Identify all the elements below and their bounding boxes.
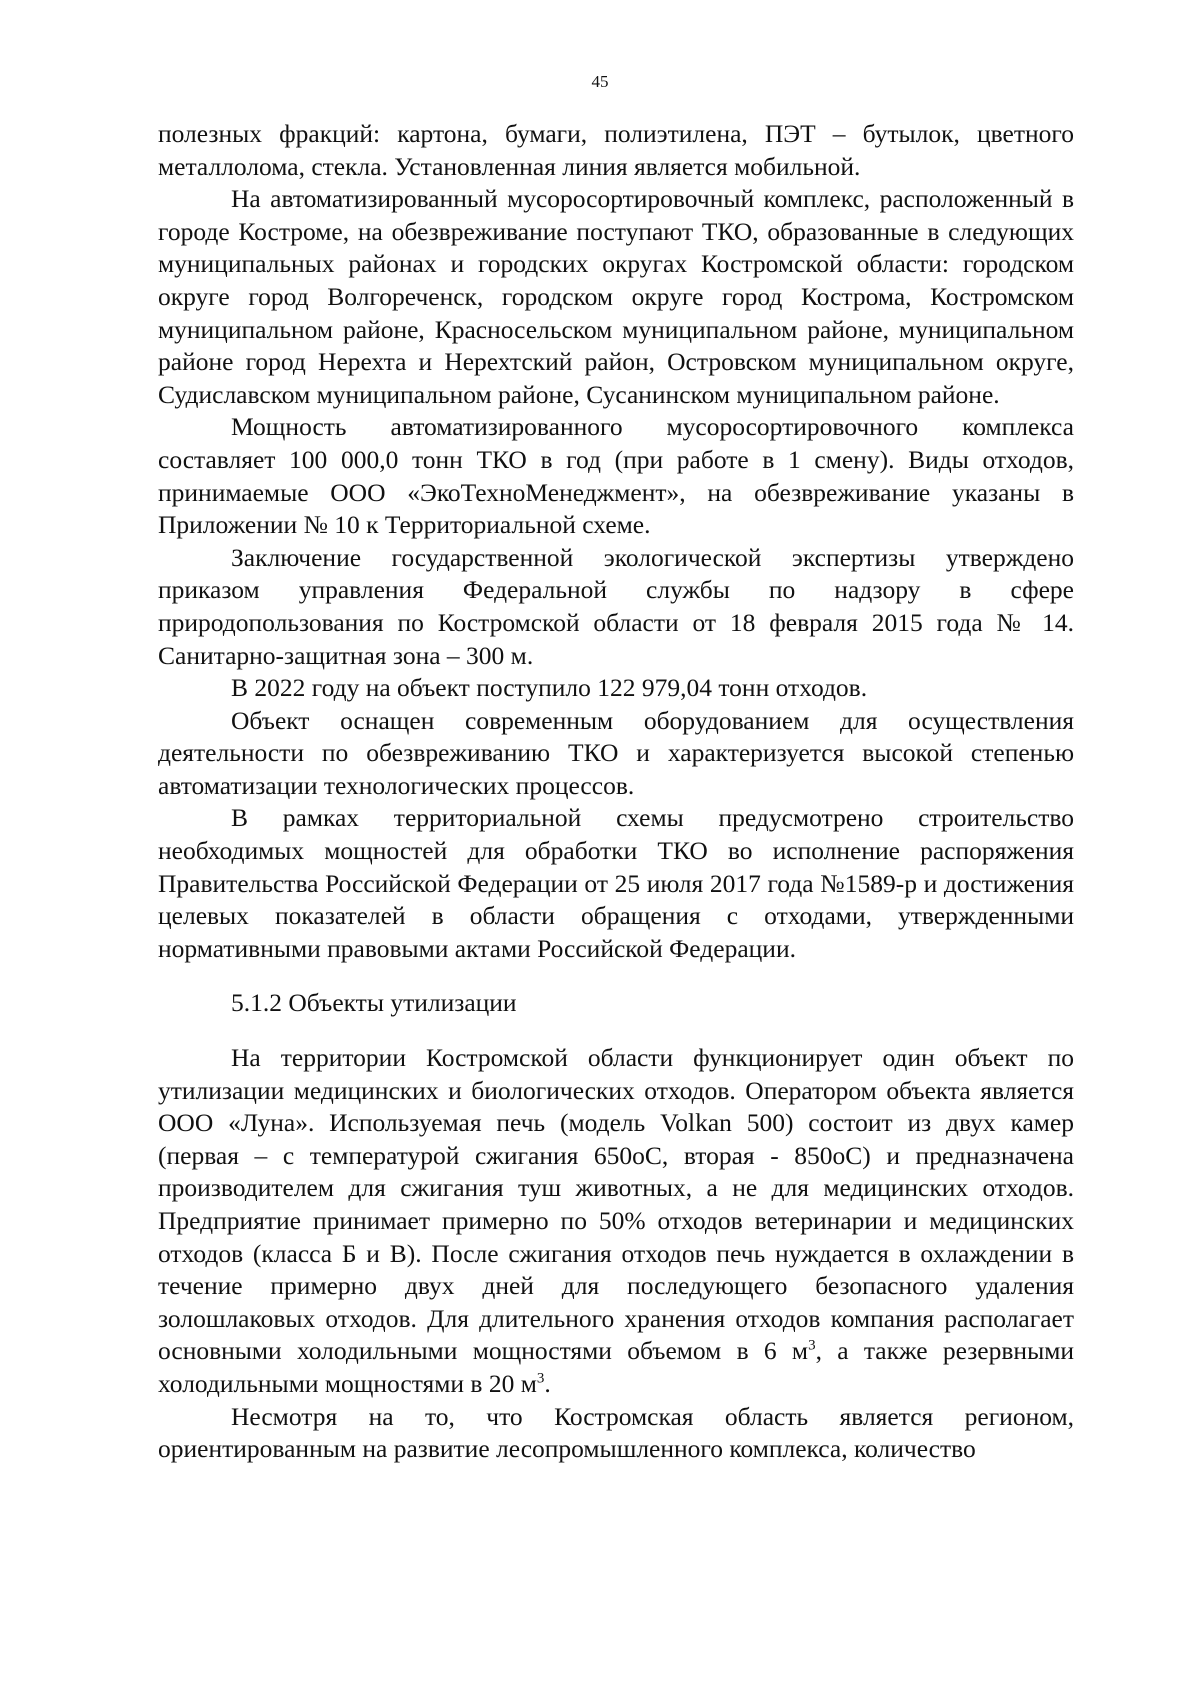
utilization-text-part2: , а также резервными холодильными мощностями в 20 м [158,1336,1074,1398]
utilization-text-part1: На территории Костромской области функционирует один объект по утилизации медицинских и биологических отходов. Оператором объекта является ООО «Луна». Используемая печь (модель Volkan 500) состоит из двух камер (первая – с температурой сжигания 650оС, вторая - 850оС) и предназначена производителем для сжигания туш животных, а не для медицинских отходов. Предприятие принимает примерно по 50% отходов ветеринарии и медицинских отходов (класса Б и В). После сжигания отходов печь нуждается в охлаждении в течение примерно двух дней для последующего безопасного удаления золошлаковых отходов. Для длительного хранения отходов компания располагает основными холодильными мощностями объемом в 6 м [158,1043,1074,1366]
paragraph-forestry: Несмотря на то, что Костромская область является регионом, ориентированным на развитие лесопромышленного комплекса, количество [158,1401,1074,1464]
paragraph-fractions: полезных фракций: картона, бумаги, полиэтилена, ПЭТ – бутылок, цветного металлолома, стекла. Установленная линия является мобильной. [158,119,1074,181]
paragraph-capacity: Мощность автоматизированного мусоросортировочного комплекса составляет 100 000,0 тонн ТКО в год (при работе в 1 смену). Виды отходов, принимаемые ООО «ЭкоТехноМенеджмент», на обезвреживание указаны в Приложении № 10 к Территориальной схеме. [158,412,1074,540]
paragraph-utilization [158,1042,1074,1401]
section-heading: 5.1.2 Объекты утилизации [231,988,517,1018]
superscript-cubic-2: 3 [536,1370,545,1387]
paragraph-sorting-complex: На автоматизированный мусоросортировочный комплекс, расположенный в городе Костроме, на обезвреживание поступают ТКО, образованные в следующих муниципальных районах и городских округах Костромской области: городском округе город Волгореченск, городском округе город Кострома, Костромском муниципальном районе, Красносельском муниципальном районе, муниципальном районе город Нерехта и Нерехтский район, Островском муниципальном округе, Судиславском муниципальном районе, Сусанинском муниципальном районе. [158,184,1074,409]
paragraph-expertise: Заключение государственной экологической экспертизы утверждено приказом управления Федеральной службы по надзору в сфере природопользования по Костромской области от 18 февраля 2015 года № 14. Санитарно-защитная зона – 300 м. [158,542,1074,670]
paragraph-construction: В рамках территориальной схемы предусмотрено строительство необходимых мощностей для обработки ТКО во исполнение распоряжения Правительства Российской Федерации от 25 июля 2017 года №1589-р и достижения целевых показателей в области обращения с отходами, утвержденными нормативными правовыми актами Российской Федерации. [158,803,1074,963]
superscript-cubic-1: 3 [808,1337,816,1354]
page-content [158,118,1074,1466]
utilization-text-part3: . [544,1368,551,1398]
paragraph-equipment: Объект оснащен современным оборудованием для осуществления деятельности по обезвреживанию ТКО и характеризуется высокой степенью автоматизации технологических процессов. [158,705,1074,800]
page-number: 45 [591,72,609,91]
paragraph-2022-volume: В 2022 году на объект поступило 122 979,04 тонн отходов. [231,673,868,703]
